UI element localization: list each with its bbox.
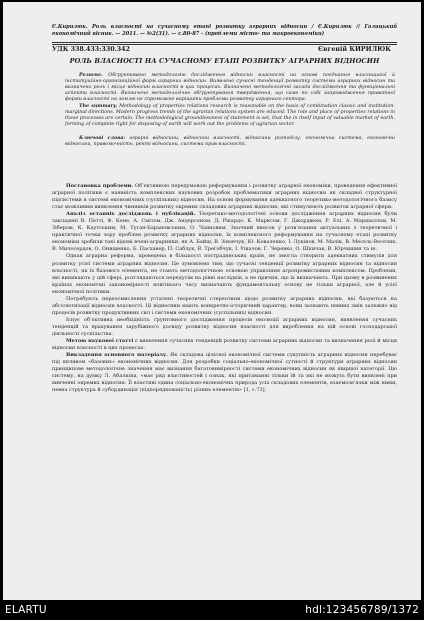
article-body [52,183,397,394]
body-paragraph [52,352,397,394]
body-paragraph [52,296,397,317]
body-paragraph [52,317,397,338]
body-paragraph [52,338,397,352]
resume-label: Резюме. [79,72,103,78]
handle-identifier: hdl:123456789/1372 [305,604,419,616]
body-paragraph [52,183,397,211]
resume-text: Обґрунтовано методологію дослідження відносин власності на основі поєднання власницької й інституційно-організаційної форм аграрних відносин. Виявлено сучасні тенденції розвитку системи аграрних відносин та визначено роль і місце відносин власності в цих процесах. Визначено методологічні засади дослідження та функціональні аспекти власності. Визначено методологічне обґрунтування твердження, що саме по собі запровадження приватної форми власності на землю не спроможне вирішити проблеми розвитку аграрного сектора. [65,73,396,103]
summary-label: The summary. [79,103,118,110]
abstract-resume [65,72,395,103]
keywords-label: Ключові слова: [79,135,126,142]
document-page [3,2,421,600]
summary-text: Methodology of properties relations research is reasonable on the basis of combination classic and institution-marginal directions. Modern progress trends of the agrarian relations system are educed. The role and place of properties relations in these processes are certain. The methodological groundlessness of statement is set, that the in itself input of valuable market of earth, forming of complete right for disposing of earth will work out the problems of agrarian sector. [65,104,395,128]
status-bar [0,600,424,620]
paragraph-text: Як складова цілісної економічної системи сукупність аграрних відносин перебуває під впливом «базових» економічних відносин. Для розробки соціально-економічної сутності й структури аграрних відносин принципове методологічне значення має визнання багатовимірності системи економічних відносин як ширшої категорії. Цю систему, на думку Л. Абалкіна, «має ряд властивостей і ознак, які притаманні тільки їй та які не можуть бути виявлені при вивченні окремих відносин. Її властиві єдина соціально-економічна природа усіх складових елементів, взаємозв’язки між ними, певна структура й субординація (підпорядкованість) різних елементів» [1, с.73]. [52,352,397,394]
udc-code: УДК 338.433:330.342 [52,46,130,53]
paragraph-text: Однак аграрна реформа, проведена в більшості пострадянських країн, не змогла створити адекватних стимулів для розвитку усієї системи аграрних відносин. Це зумовлено тим, що сучасні тенденції розвитку аграрних відносин та відносин власності, як їх базового елемента, не стають методологічною основою управління агропромисловим комплексом. Проблеми, які виникають у цій сфері, розглядаються передусім на рівні наслідків, а не причин, що їх визначають. При цьому в розвинених країнах економічні закономірності новітнього часу визначають фундаментальну основу не тільки аграрної, але й усієї економічної політики. [52,253,397,295]
section-heading: Метою наукової статті [66,338,134,345]
article-title: РОЛЬ ВЛАСНОСТІ НА СУЧАСНОМУ ЕТАПІ РОЗВИТКУ АГРАРНИХ ВІДНОСИН [69,57,380,65]
keywords-text: аграрні відносини, відносини власності, відносини розподілу, економічна система, економічні відносини, правомочність, ренті відносини, система прав власності. [65,136,395,148]
abstract-block [65,72,395,149]
author-name: Євгеній КИРИЛЮК [318,46,391,53]
paragraph-text: є виявлення сучасних тенденцій розвитку системи аграрних відносин та визначення ролі й місця відносин власності в цих процесах. [52,338,397,352]
citation-header: Є.Кирилюк. Роль власності на сучасному етапі розвитку аграрних відносин / Є.Кирилюк // Галицький економічний вісник. — 2011. — №2(31). — с.80-87 - (проблеми місто- та макроекономіки) [52,24,397,38]
paragraph-text: Теоретико-методологічні основи дослідження аграрних відносин були закладені В. Петті, Ф. Кене, А. Смітом, Дж. Андерсоном, Д. Рікардо, К. Марксом, Г. Джорджем, Р. Елі, А. Маршаллом, М. Зібером, К. Каутським, М. Туган-Барановським, О. Чаяновим. Значний внесок у розв’язання актуальних з теоретичної і практичної точки зору проблем розвитку аграрних відносин, їх комплексного реформування на сучасному етапі розвитку економіки зробили такі відомі вчені-аграрники, як А. Байш, В. Зіновчук, Ю. Коваленко, І. Лукінов, М. Малік, В. Месель-Веселяк, В. Милосердов, О. Онищенко, Б. Пасхавер, П. Саблук, В. Трегобчук, І. Ушачов, Г. Черевко, О. Шпичак, В. Юрчишин та ін. [52,211,397,253]
header-divider [52,44,397,45]
body-paragraph [52,253,397,295]
paragraph-text: Потребують переосмислення усталені теоретичні стереотипи щодо розвитку аграрних відносин, які базуються на абсолютизації відносин власності. Ці відносини мають конкретно-історичний характер, вони зазнають певних змін залежно від процесів розвитку продуктивних сил і системи економічних (суспільних) відносин. [52,295,397,316]
abstract-summary [65,103,395,128]
repository-name: ELARTU [5,604,47,616]
paragraph-text: Існує об’єктивна необхідність ґрунтовного дослідження процесів еволюції аграрних відносин, виявлення сучасних тенденцій та врахування зарубіжного досвіду розвитку відносин власності для вироблення на цій основі господарської діяльності суспільства. [52,316,397,337]
keywords [65,135,395,148]
section-heading: Аналіз останніх досліджень і публікацій. [66,211,196,218]
body-paragraph [52,211,397,253]
paragraph-text: Об’єктивною передумовою реформування і розвитку аграрної економіки, проведення ефективної аграрної політики є наявність комплексних наукових розробок проблематики аграрних відносин як складної структурної підсистеми в системі економічних (суспільних) відносин. На основі формування адекватного теоретико-методологічного базису стає можливим виявлення чинників розвитку окремих складових аграрних відносин, які стимулюють розвиток аграрної сфери. [52,183,397,211]
section-heading: Постановка проблеми. [66,183,134,189]
section-heading: Викладення основного матеріалу. [66,352,168,359]
